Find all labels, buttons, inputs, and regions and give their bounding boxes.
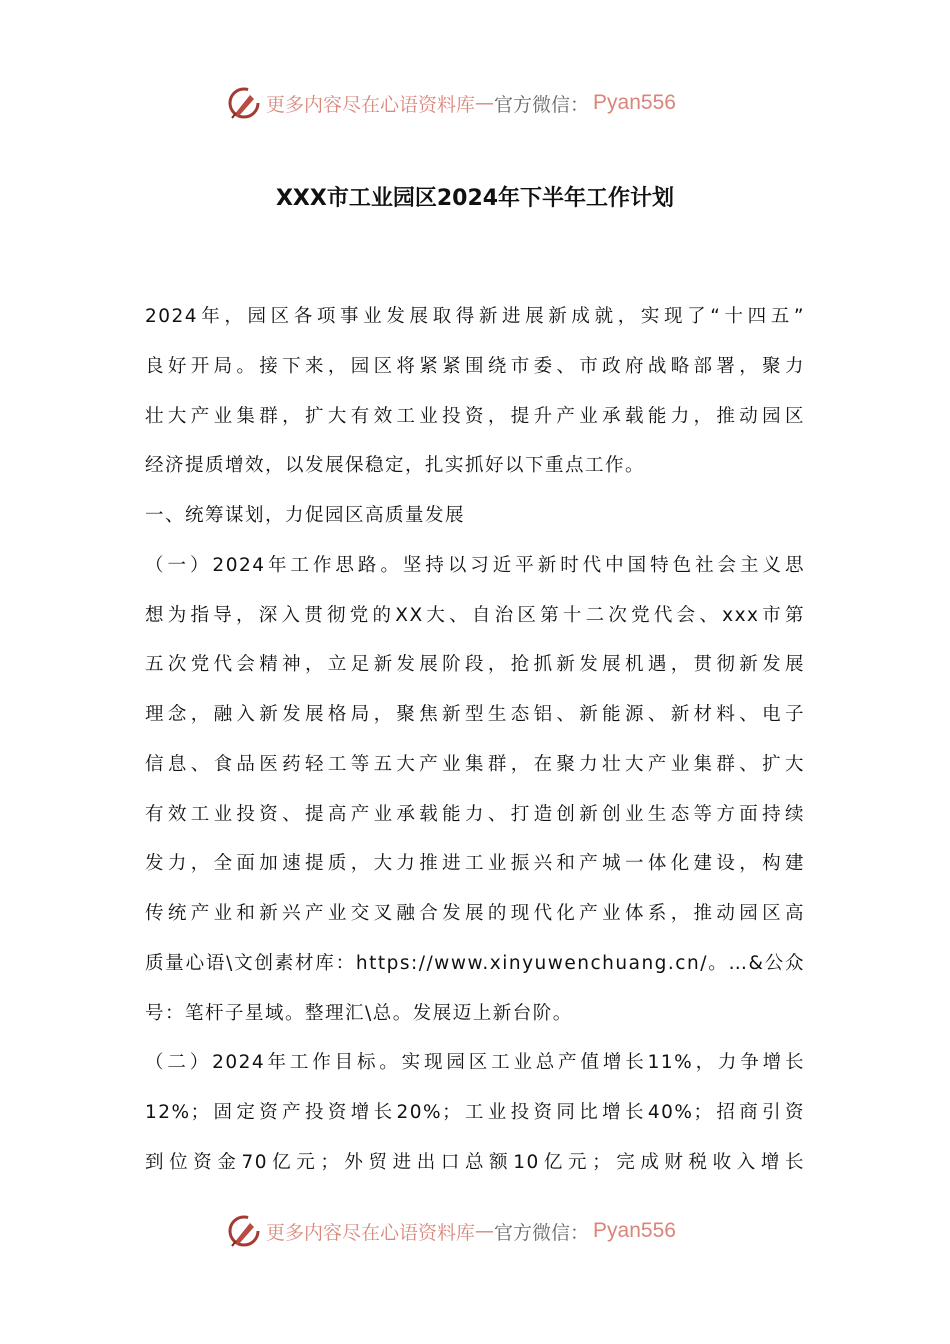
brand-text: 更多内容尽在心语资料库: [266, 93, 476, 116]
text-line: 12%；固定资产投资增长20%；工业投资同比增长40%；招商引资: [145, 1102, 805, 1123]
text-line: 到位资金70亿元；外贸进出口总额10亿元；完成财税收入增长: [145, 1151, 805, 1173]
text-line: 壮大产业集群，扩大有效工业投资，提升产业承载能力，推动园区: [145, 405, 805, 427]
wechat-id: Pyan556: [593, 91, 676, 114]
text-line: 号：笔杆子星域。整理汇\总。发展迈上新台阶。: [145, 1002, 573, 1024]
text-line: 有效工业投资、提高产业承载能力、打造创新创业生态等方面持续: [145, 803, 805, 825]
text-line: 一、统筹谋划，力促园区高质量发展: [145, 505, 466, 526]
text-line: 五次党代会精神，立足新发展阶段，抢抓新发展机遇，贯彻新发展: [145, 654, 805, 676]
quill-logo-icon: [226, 85, 262, 121]
text-line: 理念，融入新发展格局，聚焦新型生态铝、新能源、新材料、电子: [145, 704, 805, 725]
text-line: 信息、食品医药轻工等五大产业集群，在聚力壮大产业集群、扩大: [145, 753, 805, 775]
footer-watermark-banner: [226, 1211, 726, 1251]
brand-text: 更多内容尽在心语资料库: [266, 1221, 476, 1244]
text-line: 传统产业和新兴产业交叉融合发展的现代化产业体系，推动园区高: [145, 903, 805, 924]
official-wechat-label: 官方微信：: [494, 1221, 590, 1244]
quill-logo-icon: [226, 1213, 262, 1249]
text-line: 良好开局。接下来，园区将紧紧围绕市委、市政府战略部署，聚力: [145, 355, 805, 377]
wechat-id: Pyan556: [593, 1219, 676, 1242]
dash: —: [475, 92, 495, 114]
header-watermark-banner: [226, 83, 726, 123]
text-line: 2024年，园区各项事业发展取得新进展新成就，实现了“十四五”: [145, 306, 805, 327]
text-line: 经济提质增效，以发展保稳定，扎实抓好以下重点工作。: [145, 455, 646, 477]
dash: —: [475, 1220, 495, 1242]
text-line: 质量心语\文创素材库：https://www.xinyuwenchuang.cn/。…&公众: [145, 952, 805, 974]
official-wechat-label: 官方微信：: [494, 93, 590, 116]
document-title: XXX市工业园区2024年下半年工作计划: [275, 186, 675, 211]
text-line: （一）2024年工作思路。坚持以习近平新时代中国特色社会主义思: [145, 554, 805, 576]
document-body: [145, 302, 805, 1198]
text-line: （二）2024年工作目标。实现园区工业总产值增长11%，力争增长: [145, 1052, 805, 1074]
text-line: 发力，全面加速提质，大力推进工业振兴和产城一体化建设，构建: [145, 853, 805, 875]
text-line: 想为指导，深入贯彻党的XX大、自治区第十二次党代会、xxx市第: [145, 604, 805, 626]
